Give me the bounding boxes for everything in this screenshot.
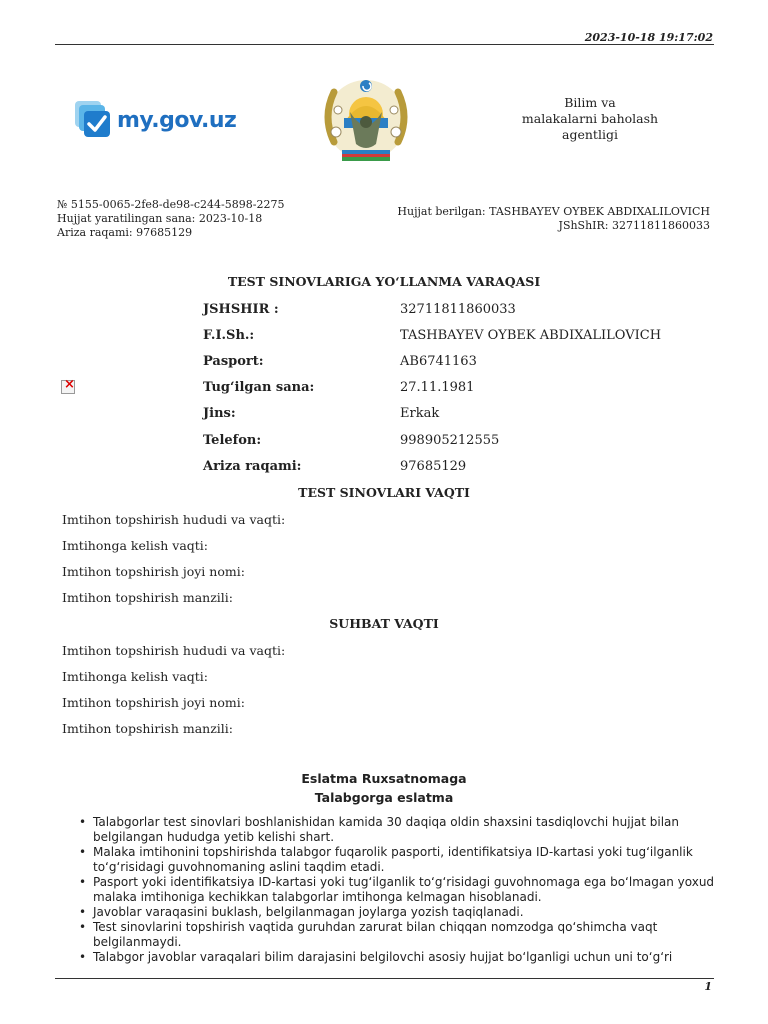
info-value: 32711811860033 <box>400 301 516 317</box>
info-label: Ariza raqami: <box>203 458 302 474</box>
note-item: • Malaka imtihonini topshirishda talabgor fuqarolik pasporti, identifikatsiya ID-kartasi yoki tugʻilganlik toʻgʻrisidagi guvohnomaning aslini taqdim etadi. <box>77 845 717 875</box>
info-label: Telefon: <box>203 432 262 448</box>
notes-title: Eslatma Ruxsatnomaga <box>301 771 467 786</box>
info-row-pinfl <box>203 296 661 322</box>
info-row-birthdate <box>203 375 661 401</box>
document-meta-left <box>57 198 284 240</box>
info-value: 97685129 <box>400 458 467 474</box>
application-number: Ariza raqami: 97685129 <box>57 226 193 239</box>
photo-placeholder-icon <box>61 380 75 394</box>
bottom-divider <box>55 978 714 979</box>
note-item: • Talabgor javoblar varaqalari bilim darajasini belgilovchi asosiy hujjat boʻlganligi uchun uni toʻgʻri <box>77 950 717 965</box>
agency-line: agentligi <box>562 127 618 142</box>
logo-text: my.gov.uz <box>117 107 237 133</box>
issued-to: Hujjat berilgan: TASHBAYEV OYBEK ABDIXALILOVICH <box>397 205 710 218</box>
interview-time-heading: SUHBAT VAQTI <box>329 616 439 631</box>
note-item: • Javoblar varaqasini buklash, belgilanmagan joylarga yozish taqiqlanadi. <box>77 905 717 920</box>
info-label: Pasport: <box>203 353 264 369</box>
info-label: Tugʻilgan sana: <box>203 380 315 396</box>
field-venue-address: Imtihon topshirish manzili: <box>62 590 233 606</box>
test-time-fields <box>62 506 285 611</box>
top-divider <box>55 44 714 45</box>
document-created-date: Hujjat yaratilingan sana: 2023-10-18 <box>57 212 263 225</box>
notes-list <box>77 815 717 965</box>
document-meta-right <box>397 205 710 233</box>
info-row-application <box>203 453 661 479</box>
field-region-time: Imtihon topshirish hududi va vaqti: <box>62 642 286 658</box>
note-item: • Talabgorlar test sinovlari boshlanishidan kamida 30 daqiqa oldin shaxsini tasdiqlovchi hujjat bilan belgilangan hududga yetib kelishi shart. <box>77 815 717 845</box>
info-row-phone <box>203 427 661 453</box>
field-venue-name: Imtihon topshirish joyi nomi: <box>62 694 245 710</box>
notes-subtitle: Talabgorga eslatma <box>314 790 454 805</box>
info-row-fullname <box>203 322 661 348</box>
document-timestamp: 2023-10-18 19:17:02 <box>584 31 713 44</box>
mygov-check-icon <box>75 101 111 139</box>
info-value: TASHBAYEV OYBEK ABDIXALILOVICH <box>400 327 662 343</box>
field-region-time: Imtihon topshirish hududi va vaqti: <box>62 511 286 527</box>
info-label: F.I.Sh.: <box>203 327 255 343</box>
info-value: Erkak <box>400 406 440 422</box>
info-label: JSHSHIR : <box>203 301 279 317</box>
agency-name <box>520 95 660 143</box>
issued-pinfl: JShShIR: 32711811860033 <box>558 219 710 232</box>
field-venue-name: Imtihon topshirish joyi nomi: <box>62 563 245 579</box>
note-item: • Test sinovlarini topshirish vaqtida guruhdan zarurat bilan chiqqan nomzodga qoʻshimcha vaqt belgilanmaydi. <box>77 920 717 950</box>
document-number: № 5155-0065-2fe8-de98-c244-5898-2275 <box>57 198 285 211</box>
info-value: 27.11.1981 <box>400 380 475 396</box>
agency-line: Bilim va <box>564 95 616 110</box>
agency-line: malakalarni baholash <box>521 111 659 126</box>
info-row-passport <box>203 348 661 374</box>
applicant-info-table <box>203 296 661 479</box>
note-item: • Pasport yoki identifikatsiya ID-kartasi yoki tugʻilganlik toʻgʻrisidagi guvohnomaga ega boʻlmagan yoxud malaka imtihoniga kechikkan talabgorlar imtihonga kelmagan hisoblanadi. <box>77 875 717 905</box>
info-value: AB6741163 <box>400 353 477 369</box>
page-number: 1 <box>704 980 712 993</box>
test-time-heading: TEST SINOVLARI VAQTI <box>298 485 470 500</box>
field-arrival-time: Imtihonga kelish vaqti: <box>62 537 209 553</box>
document-title: TEST SINOVLARIGA YOʻLLANMA VARAQASI <box>227 274 541 289</box>
interview-time-fields <box>62 637 285 742</box>
field-arrival-time: Imtihonga kelish vaqti: <box>62 668 209 684</box>
info-value: 998905212555 <box>400 432 500 448</box>
state-emblem-icon <box>316 72 416 168</box>
mygov-logo <box>75 100 235 140</box>
field-venue-address: Imtihon topshirish manzili: <box>62 721 233 737</box>
info-label: Jins: <box>203 406 236 422</box>
info-row-gender <box>203 401 661 427</box>
